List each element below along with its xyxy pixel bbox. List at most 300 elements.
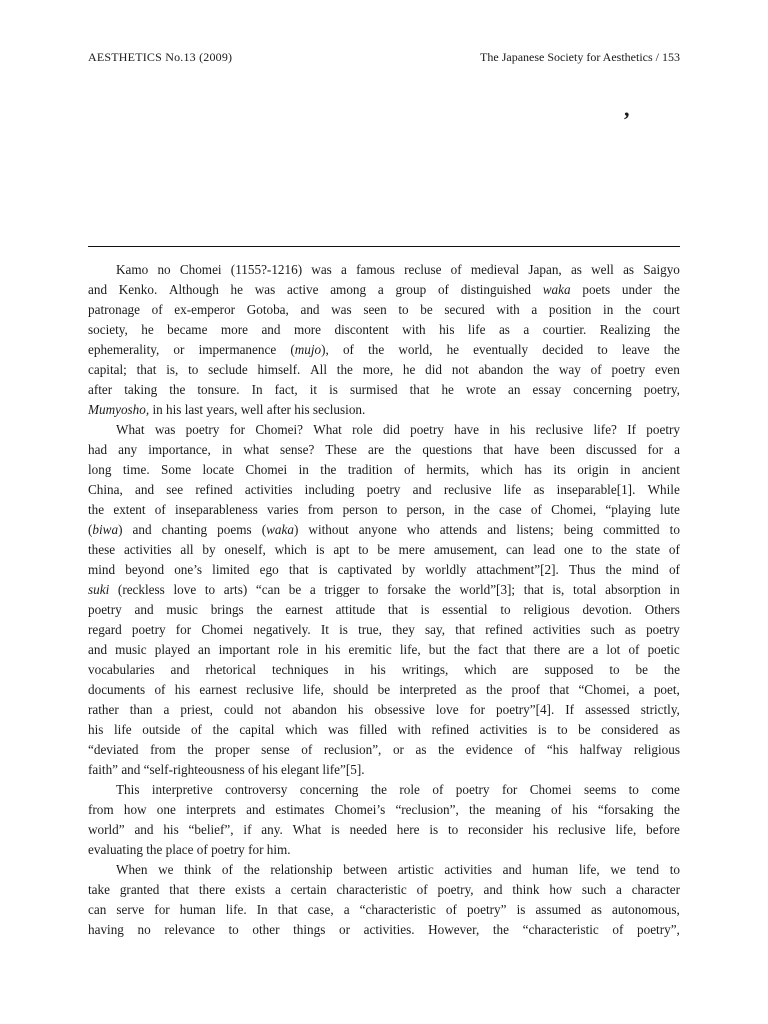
word: “playing bbox=[605, 502, 651, 517]
word: activities bbox=[123, 542, 172, 557]
body-text-line bbox=[88, 380, 680, 400]
word: concerning bbox=[299, 782, 359, 797]
word: beyond bbox=[125, 562, 165, 577]
word: seen bbox=[363, 302, 387, 317]
word: life, bbox=[615, 822, 637, 837]
word: refined bbox=[431, 722, 469, 737]
word: him. bbox=[266, 842, 291, 857]
word: proper bbox=[215, 742, 250, 757]
word: life, bbox=[302, 682, 324, 697]
word: “reclusion”, bbox=[395, 802, 459, 817]
word: did bbox=[425, 362, 443, 377]
word: if bbox=[243, 822, 252, 837]
word: that bbox=[505, 642, 526, 657]
word: poetry, bbox=[437, 882, 474, 897]
word: activities bbox=[532, 622, 581, 637]
word: that bbox=[288, 562, 309, 577]
word: ego bbox=[259, 562, 279, 577]
word: Chomei? bbox=[255, 422, 303, 437]
word: is, bbox=[552, 582, 565, 597]
word: a bbox=[341, 262, 347, 277]
word: regard bbox=[88, 622, 122, 637]
word: poetry bbox=[646, 422, 680, 437]
word: poetry bbox=[211, 842, 245, 857]
word: to bbox=[368, 582, 379, 597]
word: of bbox=[154, 502, 166, 517]
word: poems bbox=[217, 522, 252, 537]
word: the bbox=[663, 282, 680, 297]
word: of bbox=[445, 902, 457, 917]
word: became bbox=[167, 322, 208, 337]
word: the bbox=[624, 302, 642, 317]
word: that bbox=[136, 362, 157, 377]
word: poetry bbox=[88, 602, 122, 617]
body-text-line bbox=[88, 260, 680, 280]
word: the bbox=[473, 502, 490, 517]
word: Realizing bbox=[599, 322, 651, 337]
word: poetry” bbox=[466, 902, 507, 917]
word: to bbox=[669, 862, 680, 877]
body-text-line bbox=[88, 600, 680, 620]
word: and bbox=[170, 662, 190, 677]
word: These bbox=[325, 442, 357, 457]
word: he bbox=[441, 382, 454, 397]
word: the bbox=[212, 722, 229, 737]
word: estimates bbox=[275, 802, 325, 817]
word: and bbox=[502, 862, 522, 877]
word: elegant bbox=[281, 762, 320, 777]
word: as bbox=[669, 722, 680, 737]
society-page-number: The Japanese Society for Aesthetics / 153 bbox=[480, 50, 680, 64]
word: a bbox=[638, 682, 645, 697]
word: who bbox=[406, 522, 430, 537]
word: considered bbox=[601, 722, 659, 737]
word: its bbox=[553, 462, 566, 477]
word: how bbox=[123, 802, 147, 817]
word: of bbox=[154, 682, 166, 697]
word: characteristic bbox=[336, 882, 407, 897]
word: the bbox=[438, 742, 455, 757]
word: interpretive bbox=[151, 782, 213, 797]
word: role bbox=[352, 422, 373, 437]
running-header bbox=[88, 50, 680, 68]
word: that bbox=[169, 882, 190, 897]
word: is bbox=[516, 902, 526, 917]
word: a bbox=[377, 282, 384, 297]
word: captivated bbox=[337, 562, 392, 577]
word: active bbox=[286, 282, 319, 297]
word: fact, bbox=[274, 382, 298, 397]
word: or bbox=[173, 342, 185, 357]
word: waka bbox=[542, 282, 571, 297]
word: and bbox=[483, 882, 503, 897]
word: of bbox=[301, 742, 313, 757]
word: abandon bbox=[292, 702, 337, 717]
word: are bbox=[367, 442, 385, 457]
word: be bbox=[420, 302, 433, 317]
word: reclusion”, bbox=[323, 742, 382, 757]
word: “characteristic bbox=[359, 902, 436, 917]
word: for bbox=[248, 842, 264, 857]
word: world, bbox=[398, 342, 433, 357]
word: that bbox=[409, 382, 430, 397]
word: recluse bbox=[404, 262, 442, 277]
word: “self-righteousness bbox=[143, 762, 245, 777]
word: here bbox=[396, 822, 420, 837]
word: see bbox=[166, 482, 184, 497]
word: of bbox=[221, 862, 233, 877]
word: Chomei’s bbox=[334, 802, 386, 817]
word: be bbox=[578, 722, 591, 737]
word: had bbox=[88, 442, 108, 457]
word: earnest bbox=[285, 602, 323, 617]
word: impermanence bbox=[198, 342, 277, 357]
word: questions bbox=[422, 442, 473, 457]
word: absorption bbox=[605, 582, 661, 597]
body-text-line bbox=[88, 660, 680, 680]
word: and bbox=[300, 302, 320, 317]
word: is bbox=[315, 542, 325, 557]
word: anyone bbox=[358, 522, 397, 537]
word: take bbox=[88, 882, 110, 897]
word: rather bbox=[88, 702, 119, 717]
article-body bbox=[88, 260, 680, 940]
word: reclusive bbox=[535, 422, 584, 437]
word: his bbox=[370, 662, 386, 677]
word: tradition bbox=[347, 462, 393, 477]
word: for bbox=[469, 702, 486, 717]
word: what bbox=[243, 442, 269, 457]
word: devotion. bbox=[582, 602, 632, 617]
word: Some bbox=[161, 462, 192, 477]
word: lead bbox=[533, 542, 556, 557]
word: of bbox=[416, 882, 428, 897]
word: poets bbox=[582, 282, 611, 297]
word: which bbox=[480, 462, 513, 477]
word: the bbox=[146, 842, 163, 857]
word: It bbox=[320, 622, 329, 637]
word: total bbox=[573, 582, 597, 597]
word: attitude bbox=[335, 602, 376, 617]
word: writings, bbox=[401, 662, 449, 677]
word: as bbox=[465, 682, 477, 697]
word: his bbox=[509, 422, 526, 437]
word: to bbox=[597, 342, 608, 357]
word: varies bbox=[267, 502, 299, 517]
word: be bbox=[377, 682, 391, 697]
word: inseparableness bbox=[175, 502, 258, 517]
body-text-line bbox=[88, 920, 680, 940]
word: which bbox=[464, 662, 497, 677]
body-text-line bbox=[88, 300, 680, 320]
word: seems bbox=[583, 782, 617, 797]
word: and bbox=[134, 602, 154, 617]
word: an bbox=[508, 382, 521, 397]
word: the bbox=[453, 642, 470, 657]
word: his bbox=[88, 722, 104, 737]
word: he bbox=[141, 322, 154, 337]
word: worldly bbox=[425, 562, 467, 577]
word: activities bbox=[444, 862, 492, 877]
word: and bbox=[246, 802, 266, 817]
word: any bbox=[118, 442, 138, 457]
word: supposed bbox=[544, 662, 594, 677]
word: origin bbox=[577, 462, 609, 477]
word: the bbox=[169, 382, 186, 397]
word: life, bbox=[578, 862, 600, 877]
word: brings bbox=[210, 602, 244, 617]
word: to bbox=[500, 602, 511, 617]
word: true, bbox=[358, 622, 382, 637]
word: What bbox=[313, 422, 342, 437]
word: to bbox=[386, 502, 398, 517]
word: to bbox=[447, 822, 459, 837]
word: reconsider bbox=[468, 822, 523, 837]
word: well bbox=[591, 262, 614, 277]
word: and bbox=[132, 522, 152, 537]
word: (1155?-1216) bbox=[230, 262, 303, 277]
word: Chomei bbox=[529, 782, 572, 797]
word: faith” bbox=[88, 762, 119, 777]
body-text-line bbox=[88, 800, 680, 820]
word: as bbox=[590, 902, 602, 917]
word: human bbox=[532, 862, 569, 877]
word: no bbox=[137, 922, 151, 937]
word: as bbox=[415, 742, 427, 757]
word: that bbox=[277, 902, 298, 917]
word: poetry bbox=[366, 482, 401, 497]
word: to bbox=[358, 542, 369, 557]
word: trigger bbox=[324, 582, 360, 597]
word: locate bbox=[202, 462, 234, 477]
word: among bbox=[330, 282, 367, 297]
word: assessed bbox=[585, 702, 630, 717]
word: poetic bbox=[647, 642, 680, 657]
word: well bbox=[240, 402, 264, 417]
word: attachment”[2]. bbox=[476, 562, 559, 577]
word: life. bbox=[225, 902, 247, 917]
word: role bbox=[399, 782, 420, 797]
word: However, bbox=[428, 922, 480, 937]
body-text-line bbox=[88, 860, 680, 880]
word: apt bbox=[333, 542, 350, 557]
word: life bbox=[467, 322, 486, 337]
word: artistic bbox=[397, 862, 434, 877]
word: years, bbox=[206, 402, 238, 417]
word: reclusive bbox=[443, 482, 492, 497]
word: no bbox=[157, 262, 171, 277]
word: activities bbox=[244, 482, 293, 497]
word: such bbox=[581, 882, 607, 897]
body-text-line bbox=[88, 540, 680, 560]
word: his bbox=[262, 762, 278, 777]
word: “characteristic bbox=[522, 922, 599, 937]
word: outside bbox=[142, 722, 181, 737]
word: ex-emperor bbox=[174, 302, 236, 317]
word: between bbox=[343, 862, 388, 877]
word: from bbox=[307, 502, 334, 517]
word: was bbox=[327, 722, 349, 737]
word: not bbox=[264, 702, 282, 717]
word: capital bbox=[239, 722, 275, 737]
word: other bbox=[252, 922, 280, 937]
word: secured bbox=[444, 302, 485, 317]
word: one bbox=[563, 542, 583, 557]
word: importance, bbox=[148, 442, 211, 457]
word: strictly, bbox=[640, 702, 680, 717]
word: world” bbox=[88, 822, 125, 837]
word: of bbox=[550, 802, 562, 817]
word: the bbox=[532, 362, 550, 377]
word: lot bbox=[606, 642, 621, 657]
word: it bbox=[309, 382, 318, 397]
word: for bbox=[501, 782, 518, 797]
word: is bbox=[537, 722, 547, 737]
word: has bbox=[524, 462, 542, 477]
word: are bbox=[568, 642, 585, 657]
word: proof bbox=[511, 682, 541, 697]
word: Kenko. bbox=[118, 282, 158, 297]
word: essential bbox=[442, 602, 488, 617]
word: not bbox=[451, 362, 469, 377]
word: (mujo), bbox=[290, 342, 329, 357]
word: place bbox=[165, 842, 194, 857]
word: All bbox=[310, 362, 327, 377]
word: activities bbox=[479, 722, 528, 737]
word: his bbox=[294, 402, 310, 417]
word: meaning bbox=[495, 802, 541, 817]
word: that bbox=[387, 602, 408, 617]
word: that bbox=[455, 622, 475, 637]
word: controversy bbox=[225, 782, 288, 797]
word: which bbox=[285, 722, 318, 737]
word: as bbox=[624, 622, 636, 637]
word: can bbox=[88, 902, 107, 917]
word: Japan, bbox=[528, 262, 562, 277]
word: religious bbox=[633, 742, 680, 757]
word: as bbox=[498, 322, 510, 337]
word: society, bbox=[88, 322, 128, 337]
word: himself. bbox=[257, 362, 301, 377]
word: poetry”[4]. bbox=[496, 702, 555, 717]
word: say, bbox=[425, 622, 446, 637]
word: a bbox=[309, 582, 316, 597]
word: than bbox=[129, 702, 153, 717]
word: in bbox=[306, 642, 317, 657]
body-text-line bbox=[88, 460, 680, 480]
word: his bbox=[174, 682, 191, 697]
word: obsessive bbox=[374, 702, 425, 717]
word: case bbox=[498, 502, 522, 517]
word: religious bbox=[523, 602, 570, 617]
word: amusement, bbox=[433, 542, 498, 557]
word: is bbox=[331, 822, 340, 837]
word: priest, bbox=[180, 702, 213, 717]
word: inseparable[1]. bbox=[556, 482, 636, 497]
word: techniques bbox=[271, 662, 329, 677]
word: have bbox=[514, 442, 539, 457]
word: and bbox=[135, 482, 155, 497]
word: his bbox=[166, 402, 182, 417]
journal-title: AESTHETICS No.13 (2009) bbox=[88, 50, 233, 64]
word: lute bbox=[660, 502, 680, 517]
word: with bbox=[397, 722, 422, 737]
word: documents bbox=[88, 682, 146, 697]
word: in bbox=[603, 302, 614, 317]
word: essay bbox=[532, 382, 562, 397]
word: to bbox=[591, 542, 603, 557]
word: state bbox=[635, 542, 661, 557]
word: love bbox=[173, 582, 197, 597]
word: of bbox=[668, 562, 680, 577]
word: in bbox=[669, 582, 680, 597]
word: to bbox=[204, 582, 216, 597]
word: in bbox=[221, 442, 233, 457]
word: Chomei bbox=[245, 462, 288, 477]
body-text-line bbox=[88, 320, 680, 340]
word: is, bbox=[166, 362, 179, 377]
word: for bbox=[154, 902, 170, 917]
word: life bbox=[503, 482, 522, 497]
word: halfway bbox=[579, 742, 623, 757]
word: with bbox=[402, 322, 426, 337]
word: by bbox=[401, 562, 416, 577]
word: of bbox=[524, 742, 536, 757]
word: While bbox=[647, 482, 680, 497]
word: vocabularies bbox=[88, 662, 155, 677]
word: forsake bbox=[387, 582, 426, 597]
word: courtier. bbox=[542, 322, 587, 337]
word: his bbox=[347, 702, 364, 717]
word: we bbox=[610, 862, 626, 877]
word: committed bbox=[603, 522, 660, 537]
word: If bbox=[565, 702, 575, 717]
word: by bbox=[202, 542, 216, 557]
word: that bbox=[483, 442, 504, 457]
word: of bbox=[628, 642, 640, 657]
word: life, bbox=[399, 642, 421, 657]
word: of bbox=[196, 842, 208, 857]
word: interpreted bbox=[399, 682, 457, 697]
word: If bbox=[627, 422, 636, 437]
word: come bbox=[651, 782, 680, 797]
word: Chomei, bbox=[551, 502, 597, 517]
word: distinguished bbox=[460, 282, 532, 297]
body-text-line bbox=[88, 720, 680, 740]
word: the bbox=[256, 602, 273, 617]
word: of bbox=[450, 262, 462, 277]
word: wrote bbox=[465, 382, 496, 397]
word: as bbox=[623, 262, 635, 277]
word: was bbox=[331, 302, 352, 317]
body-text-line bbox=[88, 340, 680, 360]
word: Thus bbox=[568, 562, 596, 577]
word: more bbox=[293, 322, 322, 337]
word: for bbox=[175, 622, 192, 637]
word: any. bbox=[261, 822, 283, 837]
word: and bbox=[487, 522, 507, 537]
word: seclusion. bbox=[312, 402, 366, 417]
word: mind bbox=[631, 562, 659, 577]
word: in bbox=[152, 402, 163, 417]
word: (waka) bbox=[261, 522, 299, 537]
word: the bbox=[187, 742, 204, 757]
horizontal-rule bbox=[88, 246, 680, 247]
word: Others bbox=[644, 602, 680, 617]
word: that bbox=[549, 682, 570, 697]
word: poetry bbox=[611, 362, 646, 377]
word: earnest bbox=[199, 682, 237, 697]
